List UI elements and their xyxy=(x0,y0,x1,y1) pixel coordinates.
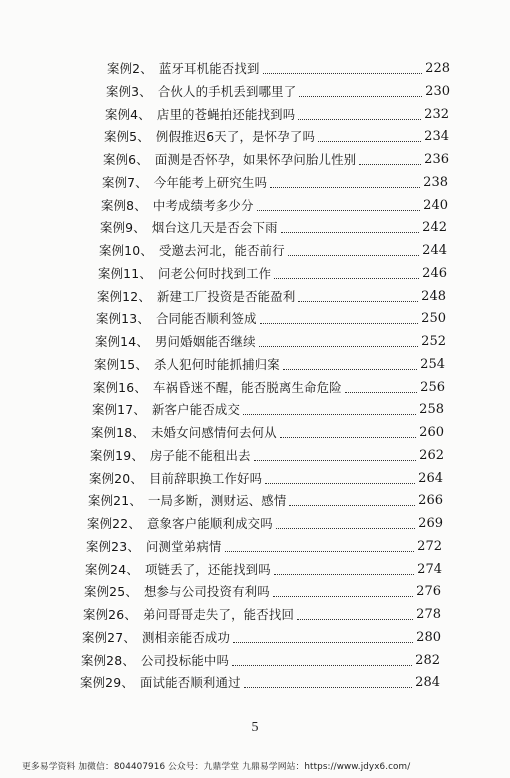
case-title: 店里的苍蝇拍还能找到吗 xyxy=(156,107,296,122)
watermark-text: 更多易学资料 加微信：804407916 公众号：九鼎学堂 九鼎易学网站：https://www.jdyx6.com/ xyxy=(22,761,411,772)
dot-leader xyxy=(273,596,413,597)
toc-entry xyxy=(85,558,442,578)
case-title: 合同能否顺利签成 xyxy=(155,311,257,326)
case-number: 案例23、 xyxy=(86,539,140,554)
case-number: 案例14、 xyxy=(95,334,149,349)
case-title: 烟台这几天是否会下雨 xyxy=(151,220,278,235)
dot-leader xyxy=(243,414,416,415)
dot-leader xyxy=(232,665,412,666)
case-title: 杀人犯何时能抓捕归案 xyxy=(153,357,280,372)
toc-page-number: 262 xyxy=(419,448,444,463)
toc-page-number: 266 xyxy=(418,493,443,508)
dot-leader xyxy=(345,392,417,393)
case-title: 目前辞职换工作好吗 xyxy=(148,471,263,486)
case-number: 案例5、 xyxy=(104,129,150,144)
toc-entry xyxy=(92,398,444,418)
dot-leader xyxy=(244,687,412,688)
toc-entry xyxy=(103,148,449,168)
dot-leader xyxy=(270,187,420,188)
toc-entry xyxy=(93,376,445,396)
toc-page-number: 248 xyxy=(421,289,446,304)
dot-leader xyxy=(299,96,422,97)
toc-page-number: 258 xyxy=(419,402,444,417)
case-title: 房子能不能租出去 xyxy=(149,448,251,463)
dot-leader xyxy=(263,73,423,74)
toc-page-number: 246 xyxy=(422,266,447,281)
toc-page-number: 284 xyxy=(415,675,440,690)
case-number: 案例15、 xyxy=(94,357,148,372)
toc-entry xyxy=(100,216,447,236)
case-number: 案例2、 xyxy=(107,61,153,76)
toc-page-number: 278 xyxy=(416,607,441,622)
toc-entry xyxy=(89,467,443,487)
dot-leader xyxy=(233,642,413,643)
dot-leader xyxy=(260,323,418,324)
toc-entry xyxy=(80,671,440,691)
dot-leader xyxy=(265,483,415,484)
case-title: 测相亲能否成功 xyxy=(141,630,231,645)
toc-page-number: 282 xyxy=(415,653,440,668)
toc-entry xyxy=(106,80,450,100)
case-title: 车祸昏迷不醒，能否脱离生命危险 xyxy=(152,380,342,395)
case-title: 意象客户能顺利成交吗 xyxy=(146,516,273,531)
dot-leader xyxy=(298,119,421,120)
case-number: 案例18、 xyxy=(91,425,145,440)
dot-leader xyxy=(281,232,419,233)
toc-entry xyxy=(81,649,440,669)
toc-page-number: 269 xyxy=(418,516,443,531)
toc-entry xyxy=(84,580,441,600)
toc-entry xyxy=(88,489,443,509)
dot-leader xyxy=(283,369,417,370)
toc-entry xyxy=(98,262,447,282)
case-number: 案例7、 xyxy=(102,175,148,190)
case-number: 案例10、 xyxy=(99,243,153,258)
case-number: 案例25、 xyxy=(84,584,138,599)
dot-leader xyxy=(297,619,413,620)
dot-leader xyxy=(274,278,419,279)
dot-leader xyxy=(289,505,415,506)
case-number: 案例29、 xyxy=(80,675,134,690)
toc-page-number: 256 xyxy=(420,380,445,395)
dot-leader xyxy=(318,141,421,142)
toc-entry xyxy=(94,353,445,373)
case-number: 案例12、 xyxy=(97,289,151,304)
toc-page-number: 250 xyxy=(421,311,446,326)
case-title: 新建工厂投资是否能盈利 xyxy=(156,289,296,304)
case-number: 案例21、 xyxy=(88,493,142,508)
case-title: 新客户能否成交 xyxy=(151,402,241,417)
dot-leader xyxy=(359,164,421,165)
toc-page-number: 244 xyxy=(422,243,447,258)
case-number: 案例26、 xyxy=(83,607,137,622)
toc-page-number: 252 xyxy=(421,334,446,349)
case-number: 案例3、 xyxy=(106,84,152,99)
toc-page-number: 254 xyxy=(420,357,445,372)
page-number: 5 xyxy=(251,720,259,735)
dot-leader xyxy=(259,346,418,347)
case-number: 案例27、 xyxy=(82,630,136,645)
dot-leader xyxy=(288,255,419,256)
toc-page-number: 260 xyxy=(419,425,444,440)
toc-entry xyxy=(90,444,444,464)
toc-page-number: 264 xyxy=(418,471,443,486)
case-title: 今年能考上研究生吗 xyxy=(153,175,268,190)
toc-page-number: 272 xyxy=(417,539,442,554)
dot-leader xyxy=(274,574,414,575)
toc-page-number: 280 xyxy=(416,630,441,645)
case-title: 公司投标能中吗 xyxy=(140,653,230,668)
case-title: 未婚女问感情何去何从 xyxy=(150,425,277,440)
toc-entry xyxy=(99,239,447,259)
case-number: 案例20、 xyxy=(89,471,143,486)
toc-page-number: 274 xyxy=(417,562,442,577)
toc-page-number: 240 xyxy=(423,198,448,213)
toc-entry xyxy=(101,194,448,214)
case-number: 案例24、 xyxy=(85,562,139,577)
case-title: 面试能否顺利通过 xyxy=(139,675,241,690)
case-title: 面测是否怀孕，如果怀孕问胎儿性别 xyxy=(154,152,357,167)
dot-leader xyxy=(280,437,416,438)
toc-entry xyxy=(102,171,448,191)
dot-leader xyxy=(225,551,415,552)
toc-entry xyxy=(104,125,449,145)
toc-page-number: 276 xyxy=(416,584,441,599)
toc-entry xyxy=(97,285,446,305)
case-title: 受邀去河北，能否前行 xyxy=(158,243,285,258)
toc-entry xyxy=(96,307,446,327)
toc-entry xyxy=(82,626,441,646)
toc-entry xyxy=(87,512,443,532)
toc-entry xyxy=(91,421,444,441)
case-title: 例假推迟6天了，是怀孕了吗 xyxy=(155,129,316,144)
case-number: 案例17、 xyxy=(92,402,146,417)
toc-entry xyxy=(95,330,446,350)
toc-page-number: 228 xyxy=(425,61,450,76)
case-title: 问测堂弟病情 xyxy=(145,539,222,554)
case-title: 问老公何时找到工作 xyxy=(157,266,272,281)
case-number: 案例6、 xyxy=(103,152,149,167)
case-number: 案例4、 xyxy=(105,107,151,122)
toc-entry xyxy=(83,603,441,623)
case-number: 案例28、 xyxy=(81,653,135,668)
case-title: 中考成绩考多少分 xyxy=(152,198,254,213)
toc-page-number: 242 xyxy=(422,220,447,235)
toc-entry xyxy=(105,103,449,123)
toc-entry xyxy=(107,57,450,77)
case-title: 一局多断，测财运、感情 xyxy=(147,493,287,508)
toc-page-number: 230 xyxy=(425,84,450,99)
case-number: 案例16、 xyxy=(93,380,147,395)
watermark-bar xyxy=(0,752,510,778)
dot-leader xyxy=(257,210,421,211)
case-title: 项链丢了，还能找到吗 xyxy=(144,562,271,577)
dot-leader xyxy=(254,460,416,461)
case-title: 男问婚姻能否继续 xyxy=(154,334,256,349)
toc-page-number: 234 xyxy=(424,129,449,144)
toc-page-number: 236 xyxy=(424,152,449,167)
case-title: 弟问哥哥走失了，能否找回 xyxy=(142,607,295,622)
case-title: 合伙人的手机丢到哪里了 xyxy=(157,84,297,99)
dot-leader xyxy=(276,528,415,529)
toc-page-number: 232 xyxy=(424,107,449,122)
toc-entry xyxy=(86,535,442,555)
toc-page-number: 238 xyxy=(423,175,448,190)
case-number: 案例8、 xyxy=(101,198,147,213)
case-number: 案例11、 xyxy=(98,266,152,281)
case-number: 案例19、 xyxy=(90,448,144,463)
case-number: 案例22、 xyxy=(87,516,141,531)
case-number: 案例13、 xyxy=(96,311,150,326)
case-title: 想参与公司投资有利吗 xyxy=(143,584,270,599)
case-title: 蓝牙耳机能否找到 xyxy=(158,61,260,76)
dot-leader xyxy=(298,301,418,302)
case-number: 案例9、 xyxy=(100,220,146,235)
